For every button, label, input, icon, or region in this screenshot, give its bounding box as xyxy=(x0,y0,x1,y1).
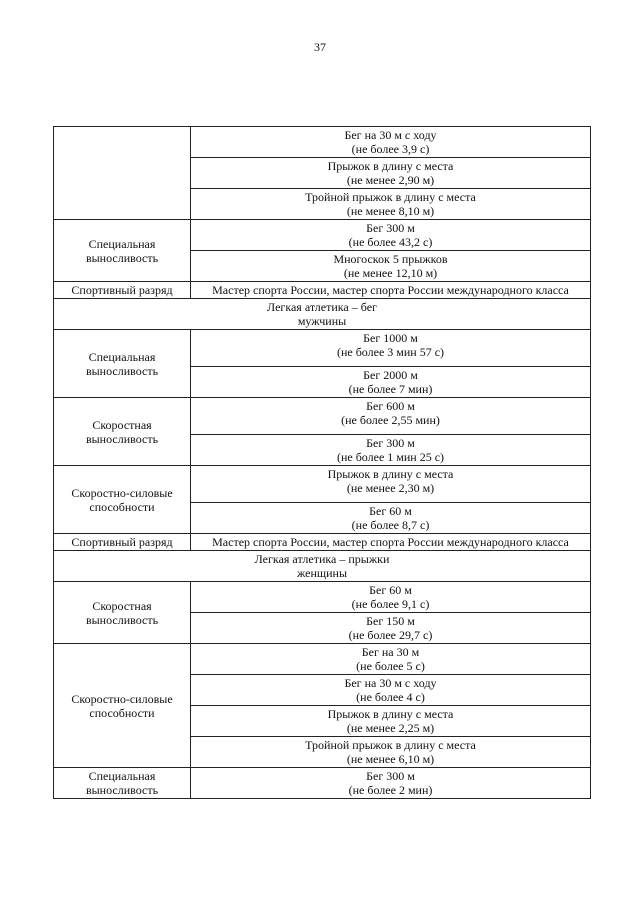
category-cell: Спортивный разряд xyxy=(54,534,191,551)
test-cell xyxy=(191,675,591,706)
table-row xyxy=(54,582,591,613)
test-norm: (не более 2 мин) xyxy=(348,783,433,797)
test-cell xyxy=(191,466,591,503)
test-cell xyxy=(191,251,591,282)
test-cell xyxy=(191,330,591,367)
test-name: Бег 600 м xyxy=(366,399,415,413)
table-row xyxy=(54,551,591,582)
test-name: Бег 60 м xyxy=(369,504,412,518)
test-norm: (не более 1 мин 25 с) xyxy=(336,450,445,464)
category-cell: Скоростная выносливость xyxy=(54,582,191,644)
test-name: Бег 300 м xyxy=(366,221,415,235)
section-header-line: мужчины xyxy=(297,314,347,328)
test-name: Бег на 30 м с ходу xyxy=(344,676,437,690)
test-name: Бег 300 м xyxy=(366,436,415,450)
test-name: Бег 300 м xyxy=(366,769,415,783)
category-cell: Скоростная выносливость xyxy=(54,398,191,466)
test-cell xyxy=(191,398,591,435)
test-cell xyxy=(191,158,591,189)
test-norm: (не более 3,9 с) xyxy=(351,142,430,156)
table-row xyxy=(54,330,591,367)
section-header-line: женщины xyxy=(296,566,348,580)
test-name: Многоскок 5 прыжков xyxy=(333,252,448,266)
test-cell xyxy=(191,435,591,466)
category-cell: Спортивный разряд xyxy=(54,282,191,299)
standards-table xyxy=(53,126,591,799)
section-header xyxy=(54,299,591,330)
category-cell: Специальная выносливость xyxy=(54,330,191,398)
test-norm: (не более 9,1 с) xyxy=(351,597,430,611)
rank-cell: Мастер спорта России, мастер спорта России международного класса xyxy=(191,282,591,299)
category-cell xyxy=(54,127,191,220)
test-name: Бег 60 м xyxy=(369,583,412,597)
test-norm: (не более 5 с) xyxy=(356,659,425,673)
test-norm: (не менее 12,10 м) xyxy=(343,266,438,280)
test-norm: (не более 8,7 с) xyxy=(351,518,430,532)
test-cell xyxy=(191,127,591,158)
test-cell xyxy=(191,367,591,398)
test-name: Бег 1000 м xyxy=(363,331,418,345)
test-name: Прыжок в длину с места xyxy=(327,707,454,721)
test-cell xyxy=(191,706,591,737)
table-row xyxy=(54,127,591,158)
test-name: Бег на 30 м с ходу xyxy=(344,128,437,142)
test-cell xyxy=(191,644,591,675)
category-cell: Скоростно-силовые способности xyxy=(54,644,191,768)
test-cell xyxy=(191,768,591,799)
table-row xyxy=(54,466,591,503)
test-norm: (не менее 6,10 м) xyxy=(346,752,435,766)
table-row xyxy=(54,398,591,435)
test-norm: (не менее 8,10 м) xyxy=(346,204,435,218)
test-name: Тройной прыжок в длину с места xyxy=(305,190,476,204)
test-name: Бег на 30 м xyxy=(361,645,420,659)
test-norm: (не более 29,7 с) xyxy=(348,628,433,642)
test-name: Прыжок в длину с места xyxy=(327,467,454,481)
section-header xyxy=(54,551,591,582)
table-row xyxy=(54,282,591,299)
category-cell: Скоростно-силовые способности xyxy=(54,466,191,534)
rank-cell: Мастер спорта России, мастер спорта России международного класса xyxy=(191,534,591,551)
test-name: Тройной прыжок в длину с места xyxy=(305,738,476,752)
test-norm: (не более 2,55 мин) xyxy=(341,413,440,427)
test-norm: (не более 7 мин) xyxy=(348,382,433,396)
test-name: Прыжок в длину с места xyxy=(327,159,454,173)
test-norm: (не менее 2,25 м) xyxy=(346,721,435,735)
test-norm: (не более 43,2 с) xyxy=(348,235,433,249)
test-name: Бег 150 м xyxy=(366,614,415,628)
table-row xyxy=(54,220,591,251)
test-cell xyxy=(191,189,591,220)
test-norm: (не более 4 с) xyxy=(356,690,425,704)
table-row xyxy=(54,644,591,675)
test-cell xyxy=(191,582,591,613)
test-norm: (не менее 2,30 м) xyxy=(346,481,435,495)
test-cell xyxy=(191,613,591,644)
page-number: 37 xyxy=(314,40,326,54)
table-row xyxy=(54,299,591,330)
section-header-line: Легкая атлетика – бег xyxy=(267,300,377,314)
test-cell xyxy=(191,220,591,251)
category-cell: Специальная выносливость xyxy=(54,220,191,282)
test-norm: (не более 3 мин 57 с) xyxy=(336,345,445,359)
table-row xyxy=(54,534,591,551)
test-norm: (не менее 2,90 м) xyxy=(346,173,435,187)
test-cell xyxy=(191,737,591,768)
category-cell: Специальная выносливость xyxy=(54,768,191,799)
test-cell xyxy=(191,503,591,534)
table-row xyxy=(54,768,591,799)
test-name: Бег 2000 м xyxy=(363,368,418,382)
section-header-line: Легкая атлетика – прыжки xyxy=(254,552,390,566)
